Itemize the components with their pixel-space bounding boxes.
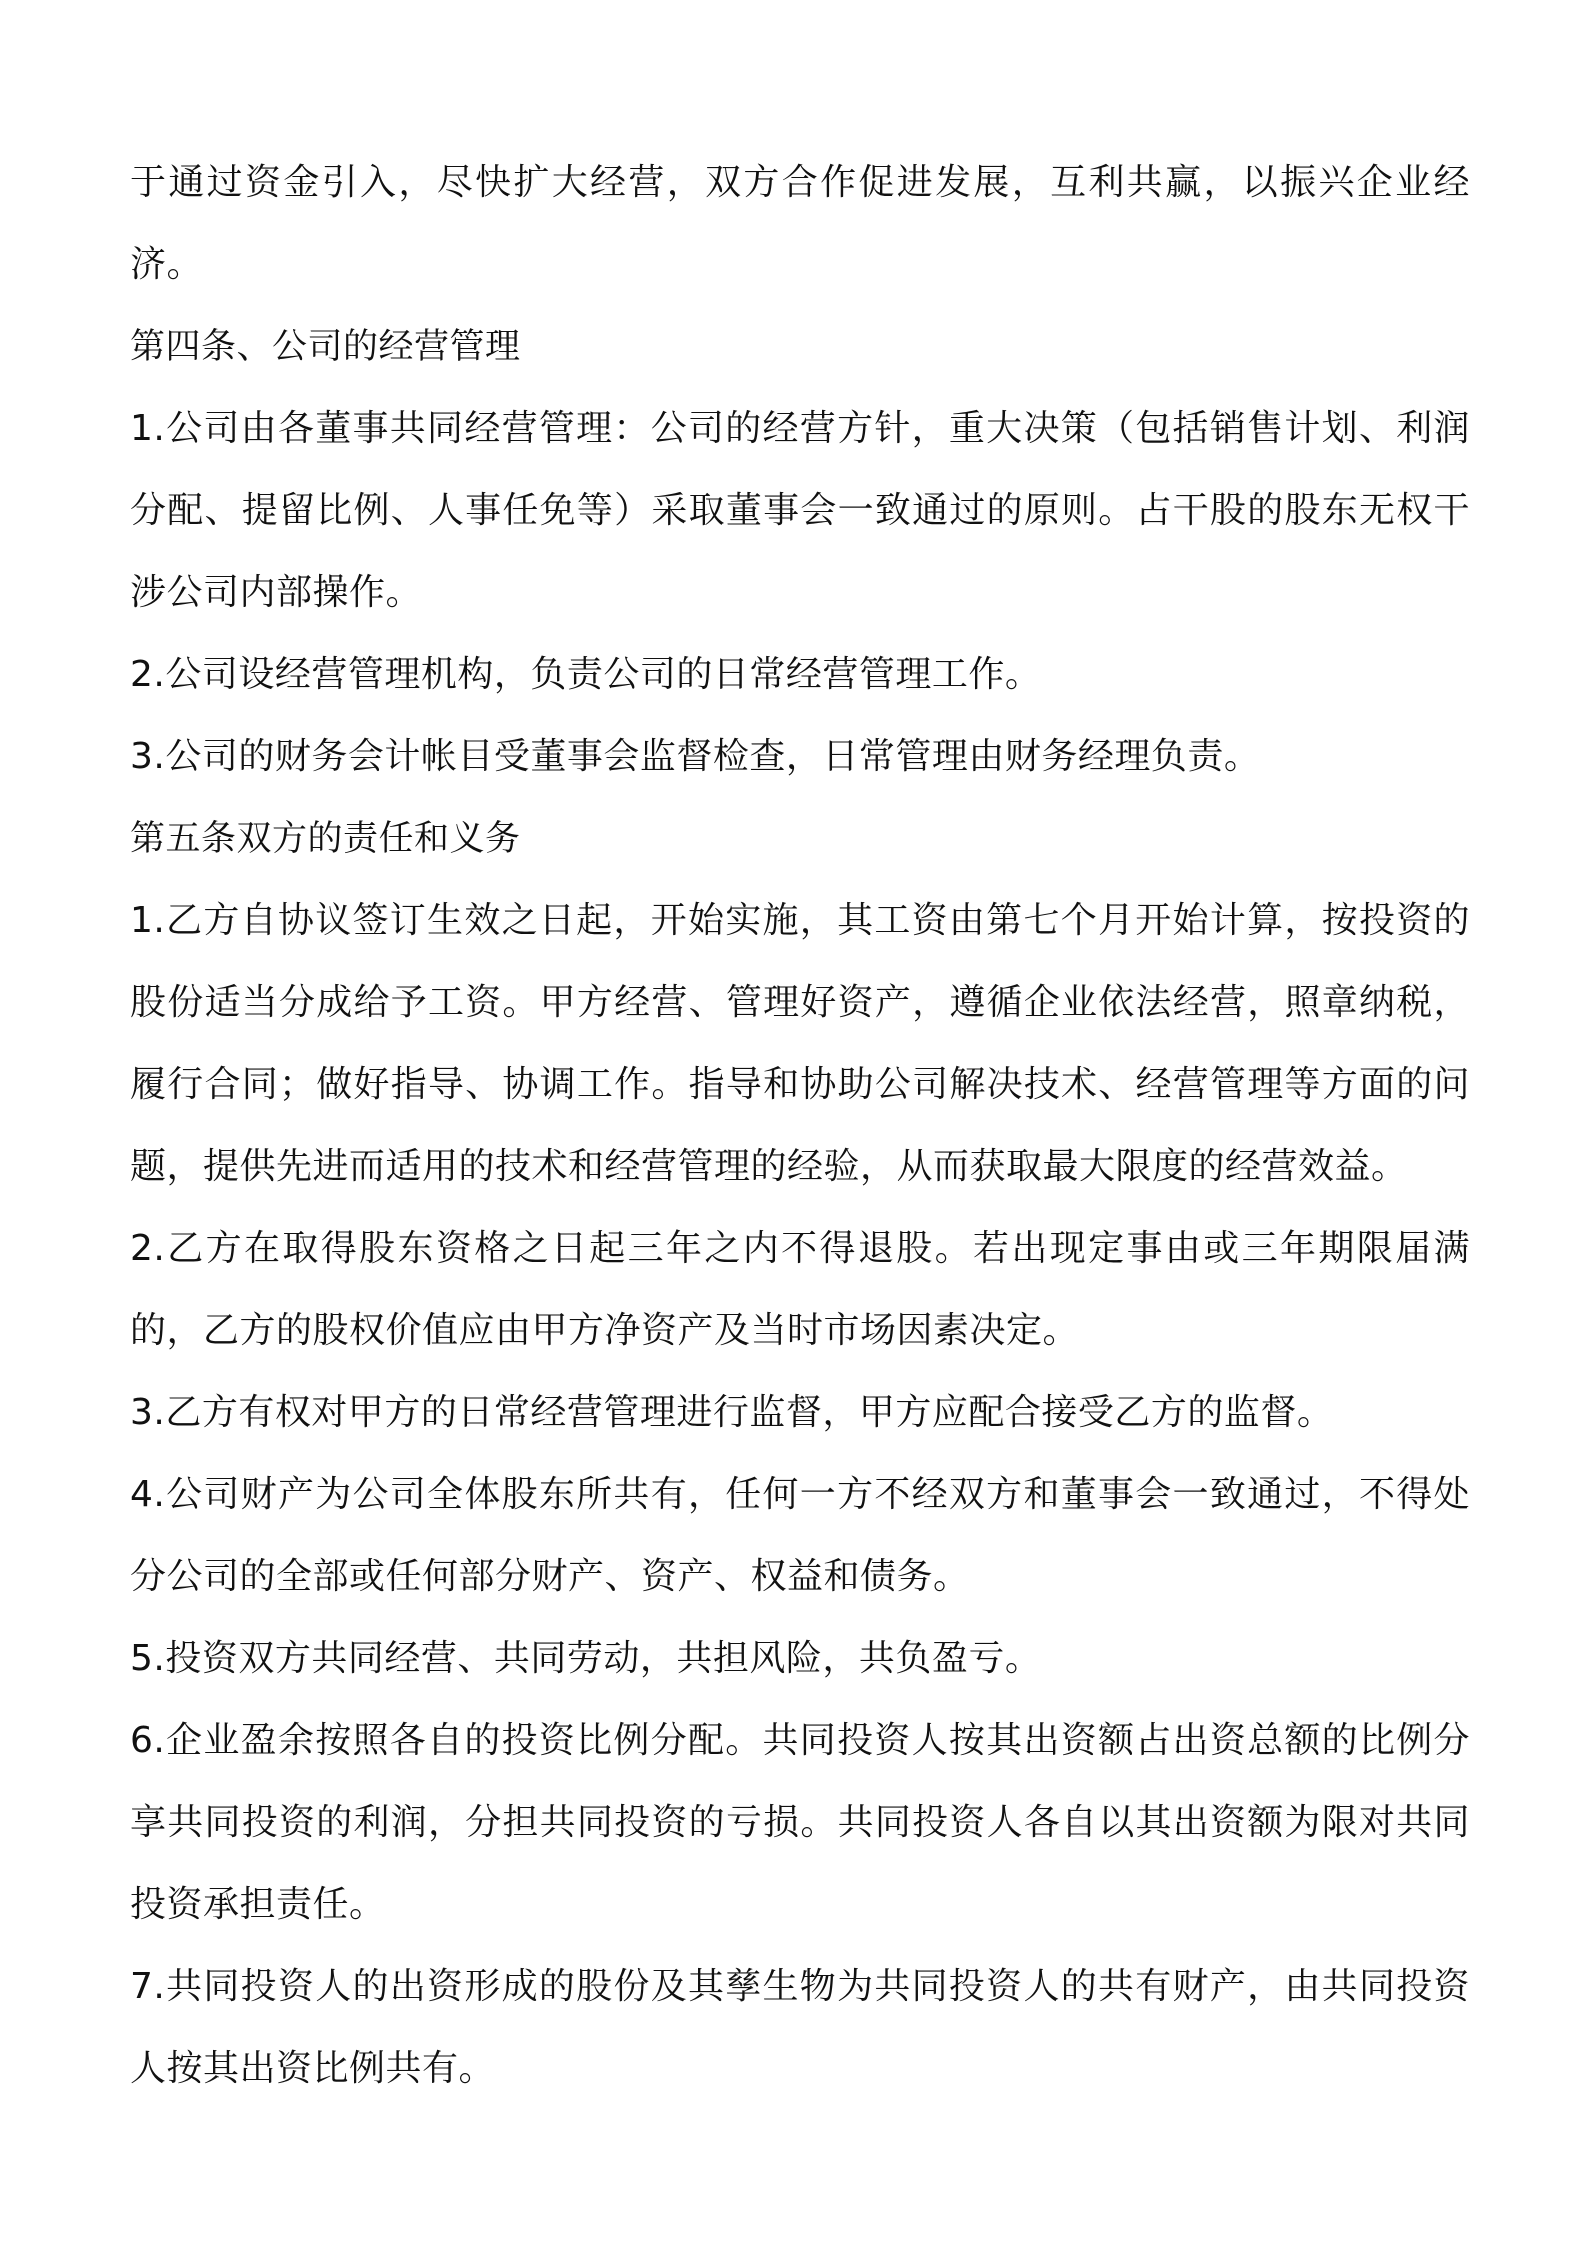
- clause-4-3: 3.公司的财务会计帐目受董事会监督检查，日常管理由财务经理负责。: [130, 736, 1261, 777]
- clause-4-1: 1.公司由各董事共同经营管理：公司的经营方针，重大决策（包括销售计划、利润分配、提留比例、人事任免等）采取董事会一致通过的原则。占干股的股东无权干涉公司内部操作。: [130, 408, 1470, 613]
- clause-4-2: 2.公司设经营管理机构，负责公司的日常经营管理工作。: [130, 654, 1042, 695]
- clause-5-2: 2.乙方在取得股东资格之日起三年之内不得退股。若出现定事由或三年期限届满的，乙方的股权价值应由甲方净资产及当时市场因素决定。: [130, 1228, 1470, 1351]
- clause-5-6: 6.企业盈余按照各自的投资比例分配。共同投资人按其出资额占出资总额的比例分享共同投资的利润，分担共同投资的亏损。共同投资人各自以其出资额为限对共同投资承担责任。: [130, 1720, 1470, 1925]
- section-heading-article-5: 第五条双方的责任和义务: [130, 819, 521, 859]
- clause-5-1: 1.乙方自协议签订生效之日起，开始实施，其工资由第七个月开始计算，按投资的股份适当分成给予工资。甲方经营、管理好资产，遵循企业依法经营，照章纳税，履行合同；做好指导、协调工作。指导和协助公司解决技术、经营管理等方面的问题，提供先进而适用的技术和经营管理的经验，从而获取最大限度的经营效益。: [130, 900, 1470, 1187]
- clause-5-7: 7.共同投资人的出资形成的股份及其孳生物为共同投资人的共有财产，由共同投资人按其出资比例共有。: [130, 1966, 1470, 2089]
- paragraph-intro: 于通过资金引入，尽快扩大经营，双方合作促进发展，互利共赢，以振兴企业经济。: [130, 162, 1470, 285]
- section-heading-article-4: 第四条、公司的经营管理: [130, 327, 521, 367]
- document-body: [130, 142, 1470, 2110]
- clause-5-4: 4.公司财产为公司全体股东所共有，任何一方不经双方和董事会一致通过，不得处分公司的全部或任何部分财产、资产、权益和债务。: [130, 1474, 1470, 1597]
- clause-5-3: 3.乙方有权对甲方的日常经营管理进行监督，甲方应配合接受乙方的监督。: [130, 1392, 1334, 1433]
- clause-5-5: 5.投资双方共同经营、共同劳动，共担风险，共负盈亏。: [130, 1638, 1042, 1679]
